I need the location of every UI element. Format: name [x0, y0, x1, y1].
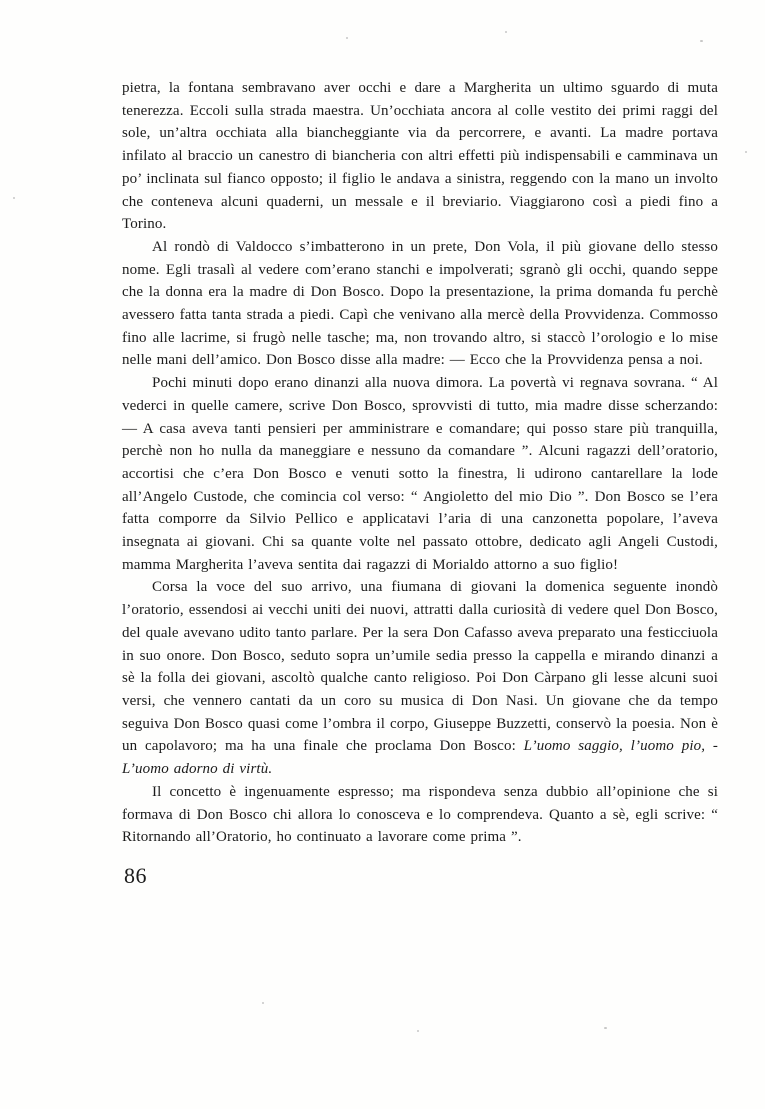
- paragraph-3: Pochi minuti dopo erano dinanzi alla nuova dimora. La povertà vi regnava sovrana. “ Al vederci in quelle camere, scrive Don Bosco, sprovvisti di tutto, mia madre disse scherzando: — A casa aveva tanti pensieri per amministrare e comandare; qui posso stare più tranquilla, perchè non ho nulla da maneggiare e nessuno da comandare ”. Alcuni ragazzi dell’oratorio, accortisi che c’era Don Bosco e venuti sotto la finestra, li udirono cantarellare la lode all’Angelo Custode, che comincia col verso: “ Angioletto del mio Dio ”. Don Bosco se l’era fatta comporre da Silvio Pellico e applicatavi l’aria di una canzonetta popolare, l’aveva insegnata ai giovani. Chi sa quante volte nel passato ottobre, dedicato agli Angeli Custodi, mamma Margherita l’aveva sentita dai ragazzi di Morialdo attorno a suo figlio!: [122, 375, 718, 573]
- paragraph-1: pietra, la fontana sembravano aver occhi e dare a Margherita un ultimo sguardo di muta tenerezza. Eccoli sulla strada maestra. Un’occhiata ancora al colle vestito dei primi raggi del sole, un’altra occhiata alla biancheggiante via da percorrere, e avanti. La madre portava infilato al braccio un canestro di biancheria con altri effetti più indispensabili e camminava un po’ inclinata sul fianco opposto; il figlio le andava a sinistra, reggendo con la mano un involto che conteneva alcuni quaderni, un messale e il breviario. Viaggiarono così a piedi fino a Torino.: [122, 80, 718, 233]
- scan-speck: [417, 1030, 419, 1032]
- scan-speck: [505, 31, 507, 33]
- paragraph-4: [122, 576, 718, 780]
- scan-speck: [262, 1002, 264, 1004]
- scan-speck: [745, 151, 747, 153]
- paragraph-4-italic-quote: L’uomo saggio, l’uomo pio, - L’uomo adorno di virtù.: [122, 738, 718, 778]
- scan-speck: [700, 40, 703, 42]
- scan-speck: [604, 1027, 607, 1029]
- paragraph-2: Al rondò di Valdocco s’imbatterono in un prete, Don Vola, il più giovane dello stesso nome. Egli trasalì al vedere com’erano stanchi e impolverati; sgranò gli occhi, quando seppe che la donna era la madre di Don Bosco. Dopo la presentazione, la prima domanda fu perchè avessero fatta tanta strada a piedi. Capì che venivano alla mercè della Provvidenza. Commosso fino alle lacrime, si frugò nelle tasche; ma, non trovando altro, si staccò l’orologio e lo mise nelle mani dell’amico. Don Bosco disse alla madre: — Ecco che la Provvidenza pensa a noi.: [122, 238, 718, 369]
- page-text-block: [122, 77, 718, 889]
- paragraph-4-text: Corsa la voce del suo arrivo, una fiumana di giovani la domenica seguente inondò l’oratorio, essendosi ai vecchi uniti dei nuovi, attratti dalla curiosità di vedere quel Don Bosco, del quale avevano udito tanto parlare. Per la sera Don Cafasso aveva preparato una festicciuola in suo onore. Don Bosco, seduto sopra un’umile sedia presso la cappella e mirando dinanzi a sè la folla dei giovani, ascoltò qualche canto religioso. Poi Don Càrpano gli lesse alcuni suoi versi, che vennero cantati da un coro su musica di Don Nasi. Un giovane che da tempo seguiva Don Bosco quasi come l’ombra il corpo, Giuseppe Buzzetti, conservò la poesia. Non è un capolavoro; ma ha una finale che proclama Don Bosco:: [122, 579, 718, 755]
- page-number: 86: [124, 862, 147, 888]
- paragraph-5: Il concetto è ingenuamente espresso; ma rispondeva senza dubbio all’opinione che si formava di Don Bosco chi allora lo conosceva e lo comprendeva. Quanto a sè, egli scrive: “ Ritornando all’Oratorio, ho continuato a lavorare come prima ”.: [122, 783, 718, 846]
- scan-speck: [346, 37, 348, 39]
- scan-speck: [13, 197, 15, 199]
